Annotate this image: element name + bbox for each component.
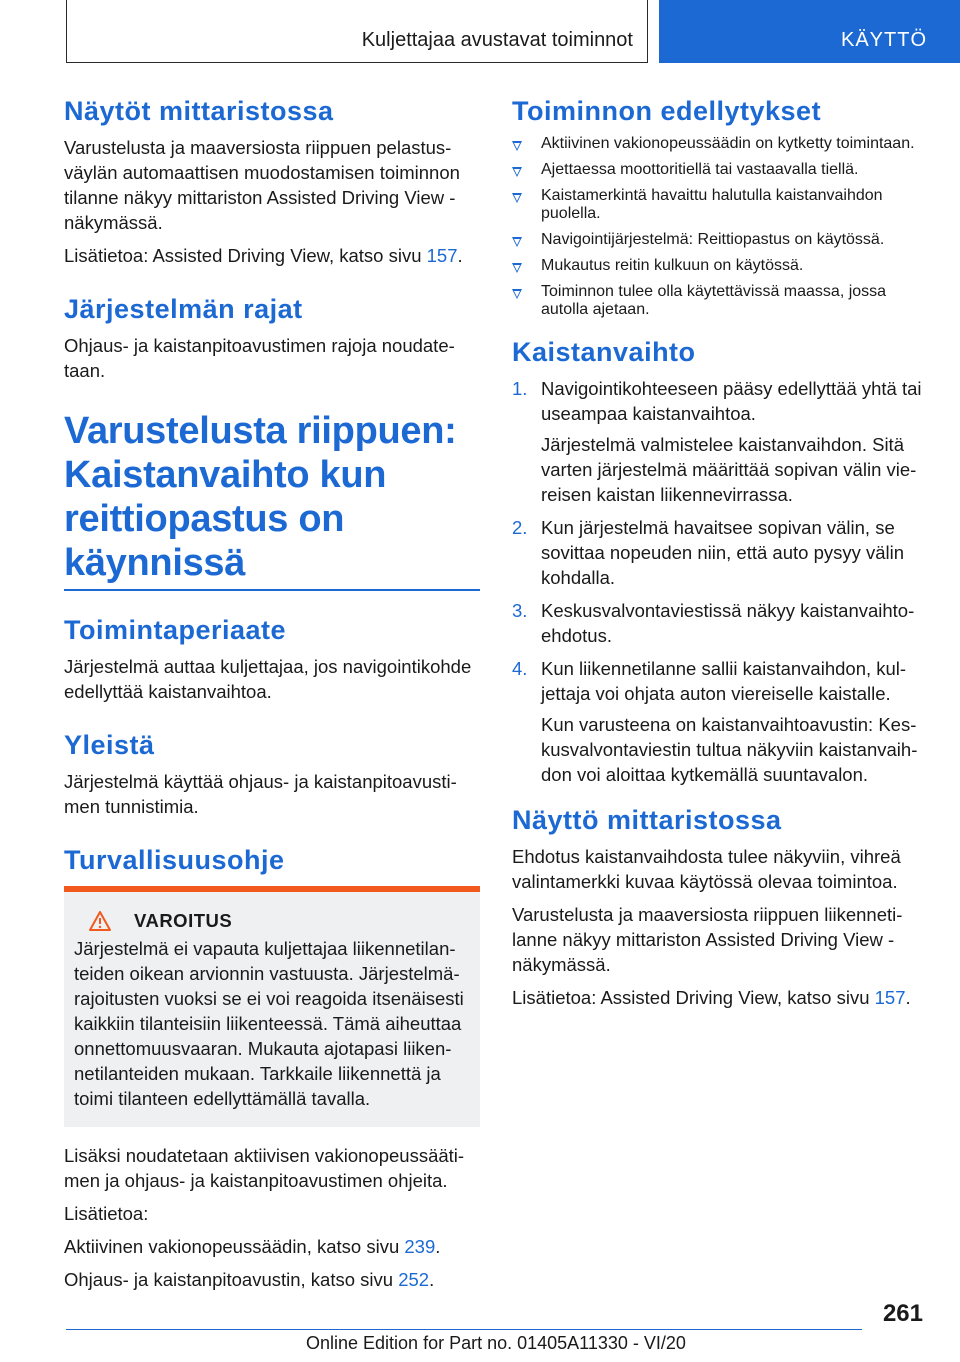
paragraph-text: Aktiivinen vakionopeussäädin, katso sivu xyxy=(64,1236,405,1257)
section-heading: Toiminnon edellytykset xyxy=(512,96,822,126)
step-text: Keskusvalvontaviestissä näkyy kaistanvaihtoehdotus. xyxy=(541,600,915,646)
triangle-bullet-icon xyxy=(512,167,522,177)
triangle-bullet-icon xyxy=(512,263,522,273)
paragraph-text: . xyxy=(435,1236,441,1257)
triangle-bullet-icon xyxy=(512,237,522,247)
paragraph: Varustelusta ja maaversiosta riippuen pelastusväylän automaattisen muodostamisen toiminnon tilanne näkyy mittariston Assisted Driving View -näkymässä. xyxy=(64,137,460,233)
paragraph: Varustelusta ja maaversiosta riippuen liikennetilanne näkyy mittariston Assisted Driving View -näkymässä. xyxy=(512,904,903,975)
step-number: 2. xyxy=(512,517,528,538)
paragraph: Järjestelmä auttaa kuljettajaa, jos navigointikohde edellyttää kaistanvaihtoa. xyxy=(64,656,472,702)
section-heading: Yleistä xyxy=(64,730,155,760)
step-text: Kun järjestelmä havaitsee sopivan välin, se sovittaa nopeuden niin, että auto pysyy välin kohdalla. xyxy=(541,517,905,588)
step-number: 1. xyxy=(512,378,528,399)
paragraph: Ehdotus kaistanvaihdosta tulee näkyviin, vihreä valintamerkki kuvaa käytössä olevaa toimintoa. xyxy=(512,846,901,892)
main-heading xyxy=(64,409,480,585)
step-number: 3. xyxy=(512,600,528,621)
page-link[interactable]: 157 xyxy=(874,987,906,1008)
paragraph-text: Lisätietoa: Assisted Driving View, katso sivu xyxy=(512,987,875,1008)
paragraph: Lisäksi noudatetaan aktiivisen vakionopeussäätimen ja ohjaus- ja kaistanpitoavustimen ohjeita. xyxy=(64,1145,465,1191)
list-item xyxy=(512,257,924,275)
heading-rule xyxy=(64,589,480,591)
paragraph: Lisätietoa: xyxy=(64,1203,149,1224)
list-item-text: Kaistamerkintä havaittu halutulla kaistanvaihdon puolella. xyxy=(541,187,883,222)
list-item-text: Navigointijärjestelmä: Reittiopastus on käytössä. xyxy=(541,231,885,248)
warning-text: Järjestelmä ei vapauta kuljettajaa liikennetilanteiden oikean arvionnin vastuusta. Järjestelmärajoitusten vuoksi se ei voi reagoida itsenäisesti kaikkiin tilanteisiin liikenteessä. Tämä aiheuttaa onnettomuusvaaran. Mukauta ajotapasi liikennetilanteiden mukaan. Tarkkaile liikennettä ja toimi tilanteen edellyttämällä tavalla. xyxy=(74,938,464,1109)
paragraph: Ohjaus- ja kaistanpitoavustimen rajoja noudatetaan. xyxy=(64,335,455,381)
list-item xyxy=(512,231,924,249)
footer-edition: Online Edition for Part no. 01405A11330 - VI/20 xyxy=(306,1333,686,1353)
section-heading: Turvallisuusohje xyxy=(64,845,285,875)
footer-rule xyxy=(66,1329,862,1330)
step-item xyxy=(512,376,924,507)
triangle-bullet-icon xyxy=(512,193,522,203)
step-text: Kun varusteena on kaistanvaihtoavustin: Keskusvalvontaviestin tultua näkyviin kaistanvaihdon voi aloittaa kytkemällä suuntavalon. xyxy=(541,714,918,785)
header-section-tab[interactable] xyxy=(659,0,960,63)
section-label: KÄYTTÖ xyxy=(840,29,927,51)
step-text: Navigointikohteeseen pääsy edellyttää yhtä tai useampaa kaistanvaihtoa. xyxy=(541,378,922,424)
paragraph-text: . xyxy=(429,1269,435,1290)
step-text: Järjestelmä valmistelee kaistanvaihdon. Sitä varten järjestelmä määrittää sopivan välin viereisen kaistan liikennevirrassa. xyxy=(541,434,917,505)
step-text: Kun liikennetilanne sallii kaistanvaihdon, kuljettaja voi ohjata auton viereiselle kaistalle. xyxy=(541,658,907,704)
triangle-bullet-icon xyxy=(512,289,522,299)
paragraph-text: . xyxy=(457,245,463,266)
step-item xyxy=(512,515,924,590)
header-title-box xyxy=(66,0,648,63)
paragraph-text: Ohjaus- ja kaistanpitoavustin, katso sivu xyxy=(64,1269,399,1290)
section-heading: Toimintaperiaate xyxy=(64,615,287,645)
paragraph-text: . xyxy=(905,987,911,1008)
list-item-text: Mukautus reitin kulkuun on käytössä. xyxy=(541,257,804,274)
step-number: 4. xyxy=(512,658,528,679)
list-item-text: Toiminnon tulee olla käytettävissä maassa, jossa autolla ajetaan. xyxy=(541,283,887,318)
step-item xyxy=(512,656,924,787)
page-link[interactable]: 252 xyxy=(398,1269,430,1290)
main-heading-line: Varustelusta riippuen: xyxy=(64,410,457,452)
paragraph xyxy=(64,1267,480,1292)
right-column xyxy=(512,96,924,1018)
main-heading-line: Kaistanvaihto kun xyxy=(64,454,387,496)
left-column xyxy=(64,96,480,1300)
warning-icon xyxy=(88,910,112,932)
paragraph-text: Lisätietoa: Assisted Driving View, katso sivu xyxy=(64,245,427,266)
list-item-text: Aktiivinen vakionopeussäädin on kytketty toimintaan. xyxy=(541,135,915,152)
chapter-title: Kuljettajaa avustavat toiminnot xyxy=(361,29,633,51)
list-item-text: Ajettaessa moottoritiellä tai vastaavalla tiellä. xyxy=(541,161,859,178)
page-link[interactable]: 157 xyxy=(426,245,458,266)
steps-list xyxy=(512,376,924,787)
section-heading: Kaistanvaihto xyxy=(512,337,696,367)
paragraph xyxy=(64,1234,480,1259)
paragraph: Järjestelmä käyttää ohjaus- ja kaistanpitoavustimen tunnistimia. xyxy=(64,771,457,817)
list-item xyxy=(512,135,924,153)
warning-box xyxy=(64,892,480,1127)
step-item xyxy=(512,598,924,648)
list-item xyxy=(512,187,924,223)
requirements-list xyxy=(512,135,924,319)
page-number: 261 xyxy=(882,1300,923,1327)
section-heading: Järjestelmän rajat xyxy=(64,294,303,324)
page-link[interactable]: 239 xyxy=(404,1236,436,1257)
paragraph xyxy=(512,985,924,1010)
triangle-bullet-icon xyxy=(512,141,522,151)
paragraph xyxy=(64,243,480,268)
list-item xyxy=(512,283,924,319)
section-heading: Näytöt mittaristossa xyxy=(64,96,334,126)
section-heading: Näyttö mittaristossa xyxy=(512,805,782,835)
list-item xyxy=(512,161,924,179)
main-heading-line: reittiopastus on käynnissä xyxy=(64,498,345,584)
warning-title: VAROITUS xyxy=(134,910,233,931)
